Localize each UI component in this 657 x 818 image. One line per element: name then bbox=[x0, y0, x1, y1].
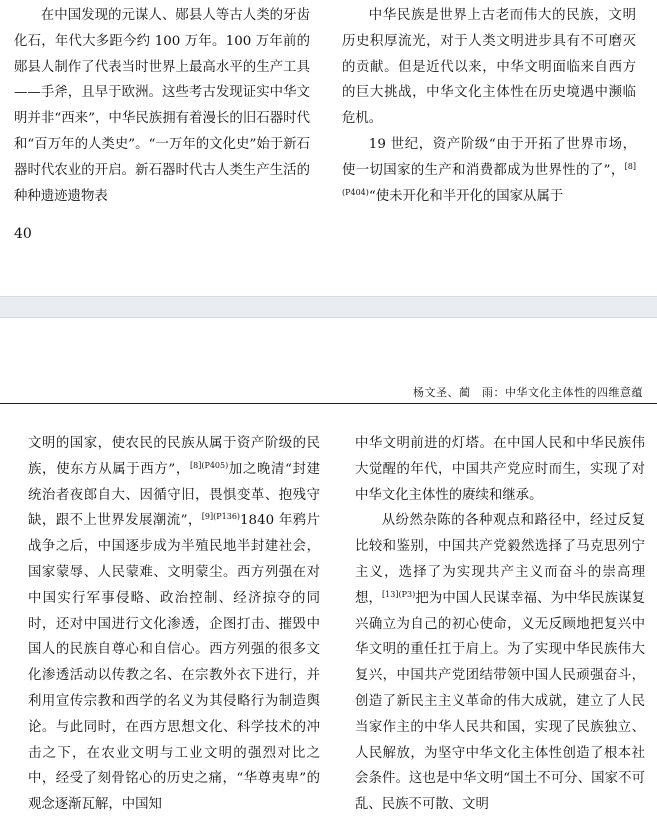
paragraph: 中华文明前进的灯塔。在中国人民和中华民族伟大觉醒的年代，中国共产党应时而生，实现了对中华文化主体性的赓续和继承。 bbox=[355, 436, 645, 503]
paragraph: 19 世纪，资产阶级“由于开拓了世界市场，使一切国家的生产和消费都成为世界性的了”，$^{[8](P404)}$“使未开化和半开化的国家从属于 bbox=[342, 136, 636, 204]
running-head: 杨文圣、蔺 雨：中华文化主体性的四维意蕴 bbox=[413, 386, 643, 399]
citation-ref: [13](P3) bbox=[382, 589, 416, 599]
citation-ref: [9](P136) bbox=[201, 512, 241, 522]
header-rule bbox=[0, 403, 657, 404]
page-top bbox=[0, 0, 657, 296]
citation-ref: [8](P405) bbox=[189, 460, 229, 470]
page-separator bbox=[0, 296, 657, 318]
paragraph: 文明的国家，使农民的民族从属于资产阶级的民族，使东方从属于西方”，$^{[8](P405)}$加之晚清“封建统治者夜郎自大、因循守旧，畏惧变革、抱残守缺，跟不上世界发展潮流”，$^{[9](P136)}$1840 年鸦片战争之后，中国逐步成为半殖民地半封建社会，国家蒙辱、人民蒙难、文明蒙尘。西方列强在对中国实行军事侵略、政治控制、经济掠夺的同时，还对中国进行文化渗透，企图打击、摧毁中国人的民族自尊心和自信心。西方列强的很多文化渗透活动以传教之名、在宗教外衣下进行，并利用宣传宗教和西学的名义为其侵略行为制造舆论。与此同时，在西方思想文化、科学技术的冲击之下，在农业文明与工业文明的强烈对比之中，经受了刻骨铭心的历史之痛，“华尊夷卑”的观念逐渐瓦解，中国知 bbox=[28, 436, 320, 813]
top-left-column bbox=[14, 3, 310, 209]
page-bottom bbox=[0, 318, 657, 817]
page-number: 40 bbox=[14, 226, 32, 242]
paragraph: 从纷然杂陈的各种观点和路径中，经过反复比较和鉴别，中国共产党毅然选择了马克思列宁主义，选择了为实现共产主义而奋斗的崇高理想，$^{[13](P3)}$把为中国人民谋幸福、为中华民族谋复兴确立为自己的初心使命，义无反顾地把复兴中华文明的重任扛于肩上。为了实现中华民族伟大复兴，中国共产党团结带领中国人民顽强奋斗，创造了新民主主义革命的伟大成就，建立了人民当家作主的中华人民共和国，实现了民族独立、人民解放，为坚守中华文化主体性创造了根本社会条件。这也是中华文明“国土不可分、国家不可乱、民族不可散、文明 bbox=[355, 513, 646, 813]
paragraph: 在中国发现的元谋人、郧县人等古人类的牙齿化石，年代大多距今约 100 万年。100 万年前的郧县人制作了代表当时世界上最高水平的生产工具——手斧，且早于欧洲。这些考古发现证实中华文明并非“西来”，中华民族拥有着漫长的旧石器时代和“百万年的人类史”。“一万年的文化史”始于新石器时代农业的开启。新石器时代古人类生产生活的种种遗迹遗物表 bbox=[14, 8, 310, 204]
citation-ref: [8](P404) bbox=[342, 161, 636, 197]
paragraph: 中华民族是世界上古老而伟大的民族，文明历史积厚流光，对于人类文明进步具有不可磨灭的贡献。但是近代以来，中华文明面临来自西方的巨大挑战，中华文化主体性在历史境遇中濒临危机。 bbox=[342, 8, 636, 127]
top-right-column bbox=[342, 3, 636, 209]
bottom-right-column bbox=[355, 431, 645, 818]
bottom-left-column bbox=[28, 431, 320, 818]
